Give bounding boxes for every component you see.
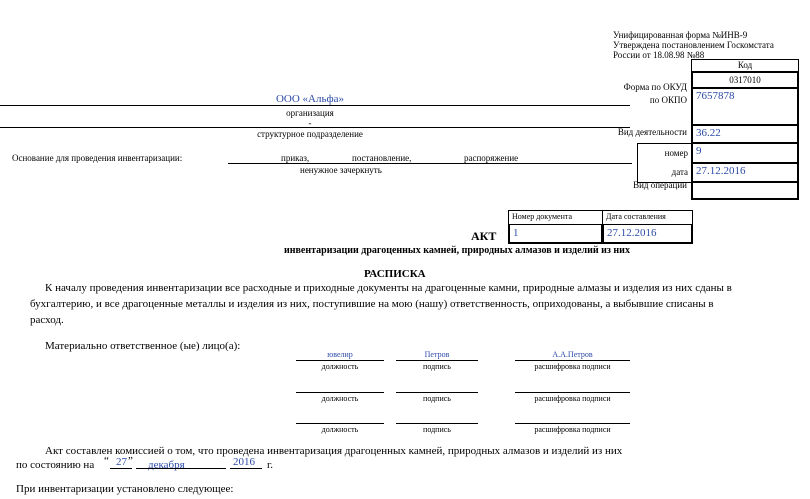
signature-line-3 <box>396 423 478 424</box>
signature-caption-3: подпись <box>423 425 451 434</box>
name-line-2 <box>515 392 630 393</box>
codes-title: Код <box>691 59 799 72</box>
activity-value: 36.22 <box>691 125 799 144</box>
form-line-3: России от 18.08.98 №88 <box>613 50 705 60</box>
position-line-2 <box>296 392 384 393</box>
position-value: ювелир <box>327 350 353 359</box>
signature-line-2 <box>396 392 478 393</box>
name-caption-1: расшифровка подписи <box>534 362 611 371</box>
org-line <box>0 105 630 106</box>
basis-note: ненужное зачеркнуть <box>300 165 382 175</box>
activity-label: Вид деятельности <box>617 127 687 137</box>
position-caption-2: должность <box>321 394 359 403</box>
division-line <box>0 127 630 128</box>
division-dash: - <box>308 118 312 128</box>
responsible-label: Материально ответственное (ые) лицо(а): <box>45 340 241 352</box>
commission-year: 2016 <box>233 456 255 468</box>
date-value: 27.12.2016 <box>691 163 799 183</box>
basis-order: приказ, <box>281 153 310 163</box>
operation-value <box>691 182 799 200</box>
operation-label: Вид операции <box>633 180 687 190</box>
okpo-label: по ОКПО <box>649 95 687 105</box>
commission-as-of: по состоянию на <box>16 459 95 471</box>
commission-line-1: Акт составлен комиссией о том, что проведена инвентаризация драгоценных камней, природных алмазов и изделий из них <box>45 445 623 457</box>
name-line-1 <box>515 360 630 361</box>
org-caption: организация <box>286 108 334 118</box>
doc-number-header: Номер документа <box>508 210 603 225</box>
okud-value: 0317010 <box>691 71 799 89</box>
basis-line <box>228 163 632 164</box>
number-value: 9 <box>691 143 799 164</box>
name-caption-3: расшифровка подписи <box>534 425 611 434</box>
act-title: АКТ <box>471 229 497 243</box>
position-line-3 <box>296 423 384 424</box>
signature-caption-1: подпись <box>423 362 451 371</box>
signature-caption-2: подпись <box>423 394 451 403</box>
signature-line-1 <box>396 360 478 361</box>
basis-decree: постановление, <box>352 153 412 163</box>
doc-date-value: 27.12.2016 <box>602 224 693 244</box>
name-caption-2: расшифровка подписи <box>534 394 611 403</box>
position-line-1 <box>296 360 384 361</box>
position-caption-1: должность <box>321 362 359 371</box>
commission-month: декабря <box>148 459 185 471</box>
year-suffix: г. <box>267 459 274 471</box>
receipt-text-2: бухгалтерию, и все драгоценные металлы и изделия из них, поступившие на мою (нашу) ответственность, оприходованы, а выбывшие списаны в <box>30 298 714 310</box>
receipt-text-3: расход. <box>30 314 64 326</box>
month-line <box>136 468 226 469</box>
position-caption-3: должность <box>321 425 359 434</box>
commission-day: 27 <box>116 456 127 468</box>
org-name: ООО «Альфа» <box>275 93 345 105</box>
form-line-1: Унифицированная форма №ИНВ-9 <box>613 30 748 40</box>
quote-open: “ <box>104 455 109 467</box>
basis-directive: распоряжение <box>464 153 519 163</box>
quote-close: ” <box>128 455 133 467</box>
day-line <box>110 468 132 469</box>
receipt-title: РАСПИСКА <box>364 268 426 280</box>
number-label: номер <box>664 148 688 158</box>
receipt-text-1: К началу проведения инвентаризации все расходные и приходные документы на драгоценные камни, природные алмазы и изделия из них сданы в <box>45 282 732 294</box>
name-value: А.А.Петров <box>552 350 593 359</box>
signature-value: Петров <box>424 350 450 359</box>
doc-number-value: 1 <box>508 224 603 244</box>
doc-date-header: Дата составления <box>602 210 693 225</box>
okpo-value: 7657878 <box>691 88 799 126</box>
act-subtitle: инвентаризации драгоценных камней, природных алмазов и изделий из них <box>284 245 630 256</box>
okud-label: Форма по ОКУД <box>623 82 687 92</box>
basis-label: Основание для проведения инвентаризации: <box>12 153 183 163</box>
division-caption: структурное подразделение <box>257 129 363 139</box>
year-line <box>230 468 262 469</box>
commission-found: При инвентаризации установлено следующее: <box>16 483 234 495</box>
date-label: дата <box>671 167 688 177</box>
form-line-2: Утверждена постановлением Госкомстата <box>613 40 774 50</box>
name-line-3 <box>515 423 630 424</box>
